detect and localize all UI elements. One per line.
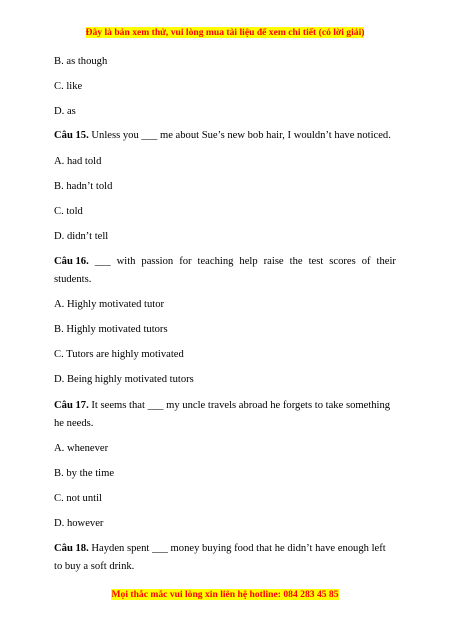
q16-option-d: D. Being highly motivated tutors: [54, 374, 194, 385]
option-prev-d: D. as: [54, 106, 76, 117]
q16-word: help: [239, 256, 258, 267]
q16-word: their: [376, 256, 396, 267]
q16-word: the: [289, 256, 303, 267]
question-15-text: Unless you ___ me about Sue’s new bob hair, I wouldn’t have noticed.: [91, 130, 391, 141]
q16-option-c: C. Tutors are highly motivated: [54, 349, 184, 360]
q17-option-a: A. whenever: [54, 443, 109, 454]
q17-option-c: C. not until: [54, 493, 102, 504]
question-18-label: Câu 18.: [54, 543, 89, 554]
hotline-notice-text: Mọi thắc mắc vui lòng xin liên hệ hotline: 084 283 45 85: [111, 589, 339, 600]
q16-word: raise: [263, 256, 284, 267]
q16-word: teaching: [197, 256, 234, 267]
question-15: [54, 129, 391, 143]
option-prev-c: C. like: [54, 81, 83, 92]
q15-option-a: A. had told: [54, 156, 102, 167]
question-17-text: It seems that ___ my uncle travels abroad he forgets to take something: [91, 400, 391, 411]
q16-word: ___: [94, 256, 111, 267]
preview-notice-banner: [0, 27, 450, 39]
question-17-line2: he needs.: [54, 418, 94, 429]
question-18-text: Hayden spent ___ money buying food that he didn’t have enough left: [91, 543, 386, 554]
q16-word: of: [361, 256, 371, 267]
option-prev-b: B. as though: [54, 56, 108, 67]
question-18-line2: to buy a soft drink.: [54, 561, 135, 572]
preview-notice-text: Đây là bản xem thử, vui lòng mua tài liệu để xem chi tiết (có lời giải): [85, 27, 365, 38]
q16-word: scores: [329, 256, 356, 267]
q15-option-c: C. told: [54, 206, 83, 217]
q17-option-d: D. however: [54, 518, 104, 529]
q16-word: with: [116, 256, 136, 267]
question-15-label: Câu 15.: [54, 130, 89, 141]
q17-option-b: B. by the time: [54, 468, 115, 479]
q16-word: for: [179, 256, 192, 267]
q15-option-b: B. hadn’t told: [54, 181, 113, 192]
question-16-line1: [54, 255, 396, 269]
question-17-line1: [54, 399, 390, 413]
question-18-line1: [54, 542, 386, 556]
hotline-notice-banner: [0, 589, 450, 601]
q16-word: passion: [141, 256, 174, 267]
question-16-label: Câu 16.: [54, 256, 89, 267]
question-16-line2: students.: [54, 274, 92, 285]
q16-word: test: [308, 256, 324, 267]
q16-option-a: A. Highly motivated tutor: [54, 299, 165, 310]
question-17-label: Câu 17.: [54, 400, 89, 411]
q15-option-d: D. didn’t tell: [54, 231, 109, 242]
q16-option-b: B. Highly motivated tutors: [54, 324, 168, 335]
